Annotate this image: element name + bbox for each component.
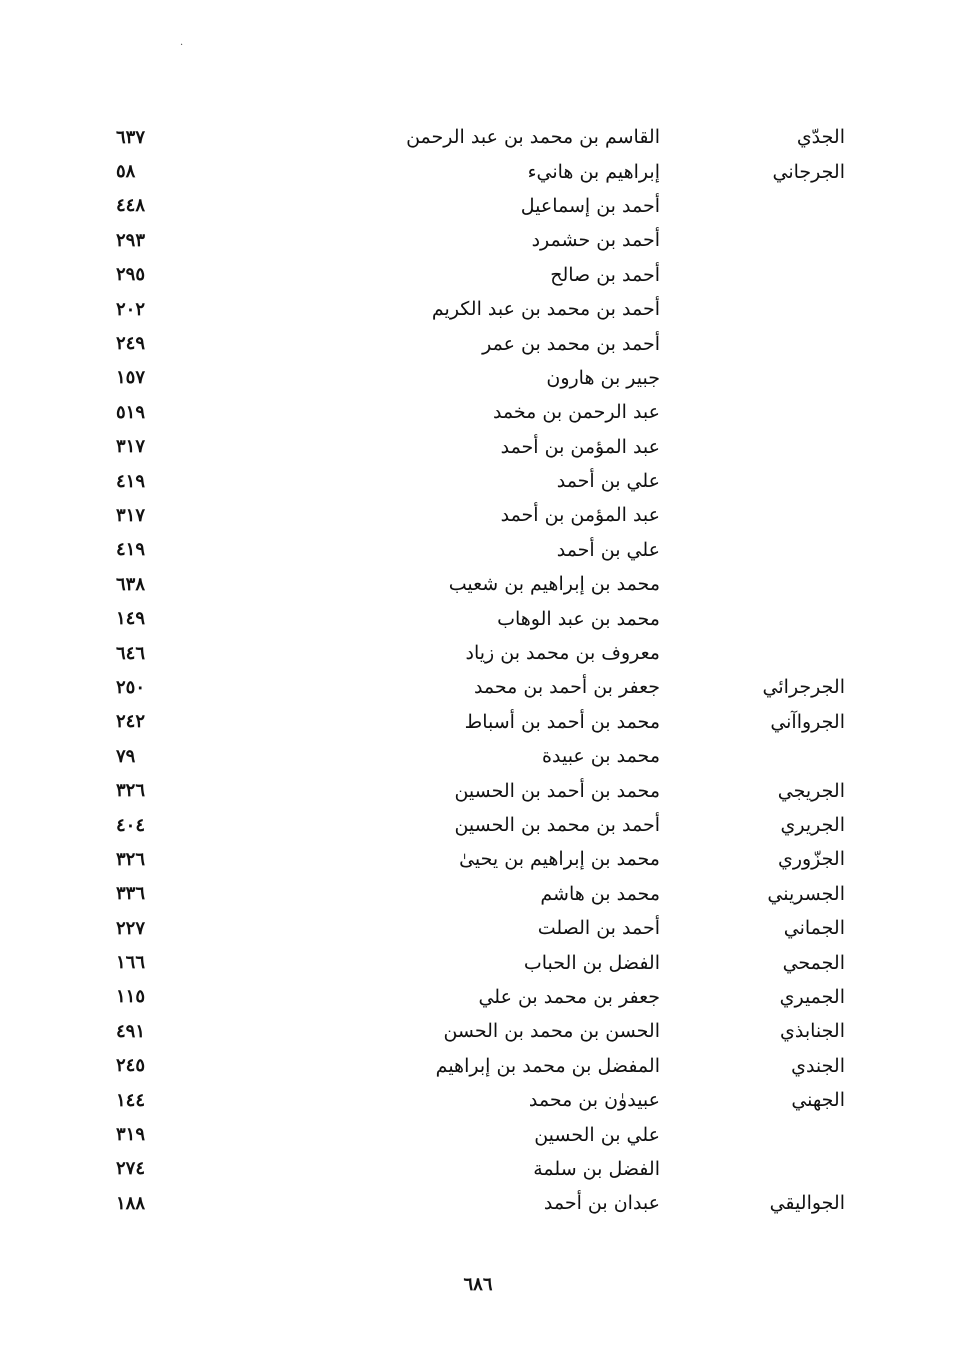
nisba: الجميري <box>779 985 845 1008</box>
index-row <box>110 395 845 429</box>
index-row <box>110 464 845 498</box>
nisba: الجهني <box>791 1089 845 1112</box>
narrator-name: جعفر بن محمد بن علي <box>478 985 660 1008</box>
page-ref: ٦٤٦ <box>116 642 146 664</box>
page-ref: ٤٠٤ <box>116 814 146 836</box>
narrator-name: الفضل بن الحباب <box>523 951 660 974</box>
narrator-name: علي بن أحمد <box>556 538 660 561</box>
narrator-name: معروف بن محمد بن زياد <box>465 642 660 665</box>
nisba: الجزّوري <box>777 848 845 871</box>
nisba: الجريري <box>780 814 845 836</box>
index-row <box>110 430 845 464</box>
narrator-name: أحمد بن محمد بن الحسين <box>454 814 660 836</box>
page-ref: ٤١٩ <box>116 539 146 561</box>
narrator-name: عبد الرحمن بن مخمد <box>492 401 660 424</box>
page-ref: ٢٩٥ <box>116 264 146 286</box>
index-row <box>110 1152 845 1186</box>
narrator-name: أحمد بن حشمرد <box>531 229 660 252</box>
index-row <box>110 877 845 911</box>
page-ref: ٢٢٧ <box>116 917 146 939</box>
page-ref: ٤١٩ <box>116 470 146 492</box>
speck-mark: · <box>180 40 184 51</box>
nisba: الجواليقي <box>769 1192 845 1215</box>
index-row <box>110 1117 845 1151</box>
index-row <box>110 773 845 807</box>
narrator-name: محمد بن إبراهيم بن يحيىٰ <box>459 848 660 871</box>
page-ref: ٦٣٨ <box>116 573 146 595</box>
nisba: الجندي <box>791 1054 845 1077</box>
index-row <box>110 1186 845 1220</box>
narrator-name: أحمد بن إسماعيل <box>520 194 660 217</box>
narrator-name: الفضل بن سلمة <box>533 1157 660 1180</box>
page-ref: ٢٧٤ <box>116 1158 146 1180</box>
nisba: الجرواآني <box>770 710 845 733</box>
page-ref: ٥١٩ <box>116 401 146 423</box>
index-row <box>110 326 845 360</box>
nisba: الجنابذي <box>780 1020 845 1043</box>
page-ref: ٣٣٦ <box>116 883 146 905</box>
index-row <box>110 739 845 773</box>
page-ref: ١٤٩ <box>116 608 146 630</box>
index-row <box>110 258 845 292</box>
narrator-name: محمد بن عبد الوهاب <box>497 607 660 630</box>
page-ref: ٧٩ <box>116 745 136 767</box>
page-ref: ٣٢٦ <box>116 780 146 802</box>
narrator-name: المفضل بن محمد بن إبراهيم <box>435 1054 660 1077</box>
index-row <box>110 705 845 739</box>
narrator-name: محمد بن عبيدة <box>542 745 660 768</box>
page-ref: ٢٥٠ <box>116 676 146 698</box>
page-ref: ١٦٦ <box>116 952 146 974</box>
index-row <box>110 533 845 567</box>
nisba: الجرجاني <box>772 160 845 183</box>
narrator-name: أحمد بن محمد بن عبد الكريم <box>431 298 660 321</box>
narrator-name: محمد بن إبراهيم بن شعيب <box>448 573 660 596</box>
narrator-name: علي بن أحمد <box>556 470 660 493</box>
narrator-name: عبيدوٰن بن محمد <box>528 1089 660 1112</box>
index-row <box>110 292 845 326</box>
page-ref: ١١٥ <box>116 986 146 1008</box>
index-list <box>110 120 845 1221</box>
page-ref: ٢٤٩ <box>116 333 146 355</box>
nisba: الجسريني <box>767 882 845 905</box>
index-row <box>110 223 845 257</box>
narrator-name: إبراهيم بن هانيء <box>527 160 660 183</box>
nisba: الجرجرائي <box>762 676 845 699</box>
narrator-name: أحمد بن صالح <box>550 263 660 286</box>
narrator-name: محمد بن أحمد بن الحسين <box>454 779 660 802</box>
nisba: الجمحي <box>782 951 845 974</box>
index-row <box>110 1049 845 1083</box>
index-row <box>110 842 845 876</box>
page-ref: ٣١٧ <box>116 436 146 458</box>
narrator-name: محمد بن هاشم <box>540 882 660 905</box>
index-row <box>110 1014 845 1048</box>
page-number: ٦٨٦ <box>463 1274 493 1295</box>
narrator-name: أحمد بن الصلت <box>537 917 660 940</box>
index-row <box>110 361 845 395</box>
index-row <box>110 601 845 635</box>
page-ref: ١٤٤ <box>116 1089 146 1111</box>
nisba: الجريجي <box>777 779 845 802</box>
page-ref: ١٥٧ <box>116 367 146 389</box>
narrator-name: الحسن بن محمد بن الحسن <box>443 1020 660 1043</box>
narrator-name: جبير بن هارون <box>546 366 660 389</box>
page-ref: ٣١٧ <box>116 504 146 526</box>
index-row <box>110 670 845 704</box>
index-row <box>110 154 845 188</box>
narrator-name: عبد المؤمن بن أحمد <box>500 504 660 527</box>
page-ref: ٢٤٥ <box>116 1055 146 1077</box>
index-row <box>110 636 845 670</box>
narrator-name: عبد المؤمن بن أحمد <box>500 435 660 458</box>
narrator-name: عبدان بن أحمد <box>543 1192 660 1215</box>
narrator-name: القاسم بن محمد بن عبد الرحمن <box>406 126 660 149</box>
page-ref: ٢٤٢ <box>116 711 146 733</box>
page-ref: ٢٩٣ <box>116 229 146 251</box>
page-ref: ٤٩١ <box>116 1020 146 1042</box>
index-row <box>110 120 845 154</box>
narrator-name: علي بن الحسين <box>534 1123 660 1146</box>
page-ref: ٣١٩ <box>116 1124 146 1146</box>
nisba: الجماني <box>783 917 845 940</box>
page-ref: ٢٠٢ <box>116 298 146 320</box>
index-row <box>110 911 845 945</box>
page-ref: ٦٣٧ <box>116 126 146 148</box>
index-row <box>110 980 845 1014</box>
page-ref: ١٨٨ <box>116 1192 146 1214</box>
index-row <box>110 567 845 601</box>
page-ref: ٥٨ <box>116 161 136 183</box>
index-row <box>110 1083 845 1117</box>
narrator-name: جعفر بن أحمد بن محمد <box>473 676 660 699</box>
index-row <box>110 808 845 842</box>
nisba: الجدّي <box>796 126 845 149</box>
index-row <box>110 498 845 532</box>
index-row <box>110 189 845 223</box>
index-row <box>110 945 845 979</box>
narrator-name: أحمد بن محمد بن عمر <box>482 332 660 355</box>
page-ref: ٣٢٦ <box>116 848 146 870</box>
page-ref: ٤٤٨ <box>116 195 146 217</box>
narrator-name: محمد بن أحمد بن أسباط <box>464 710 660 733</box>
